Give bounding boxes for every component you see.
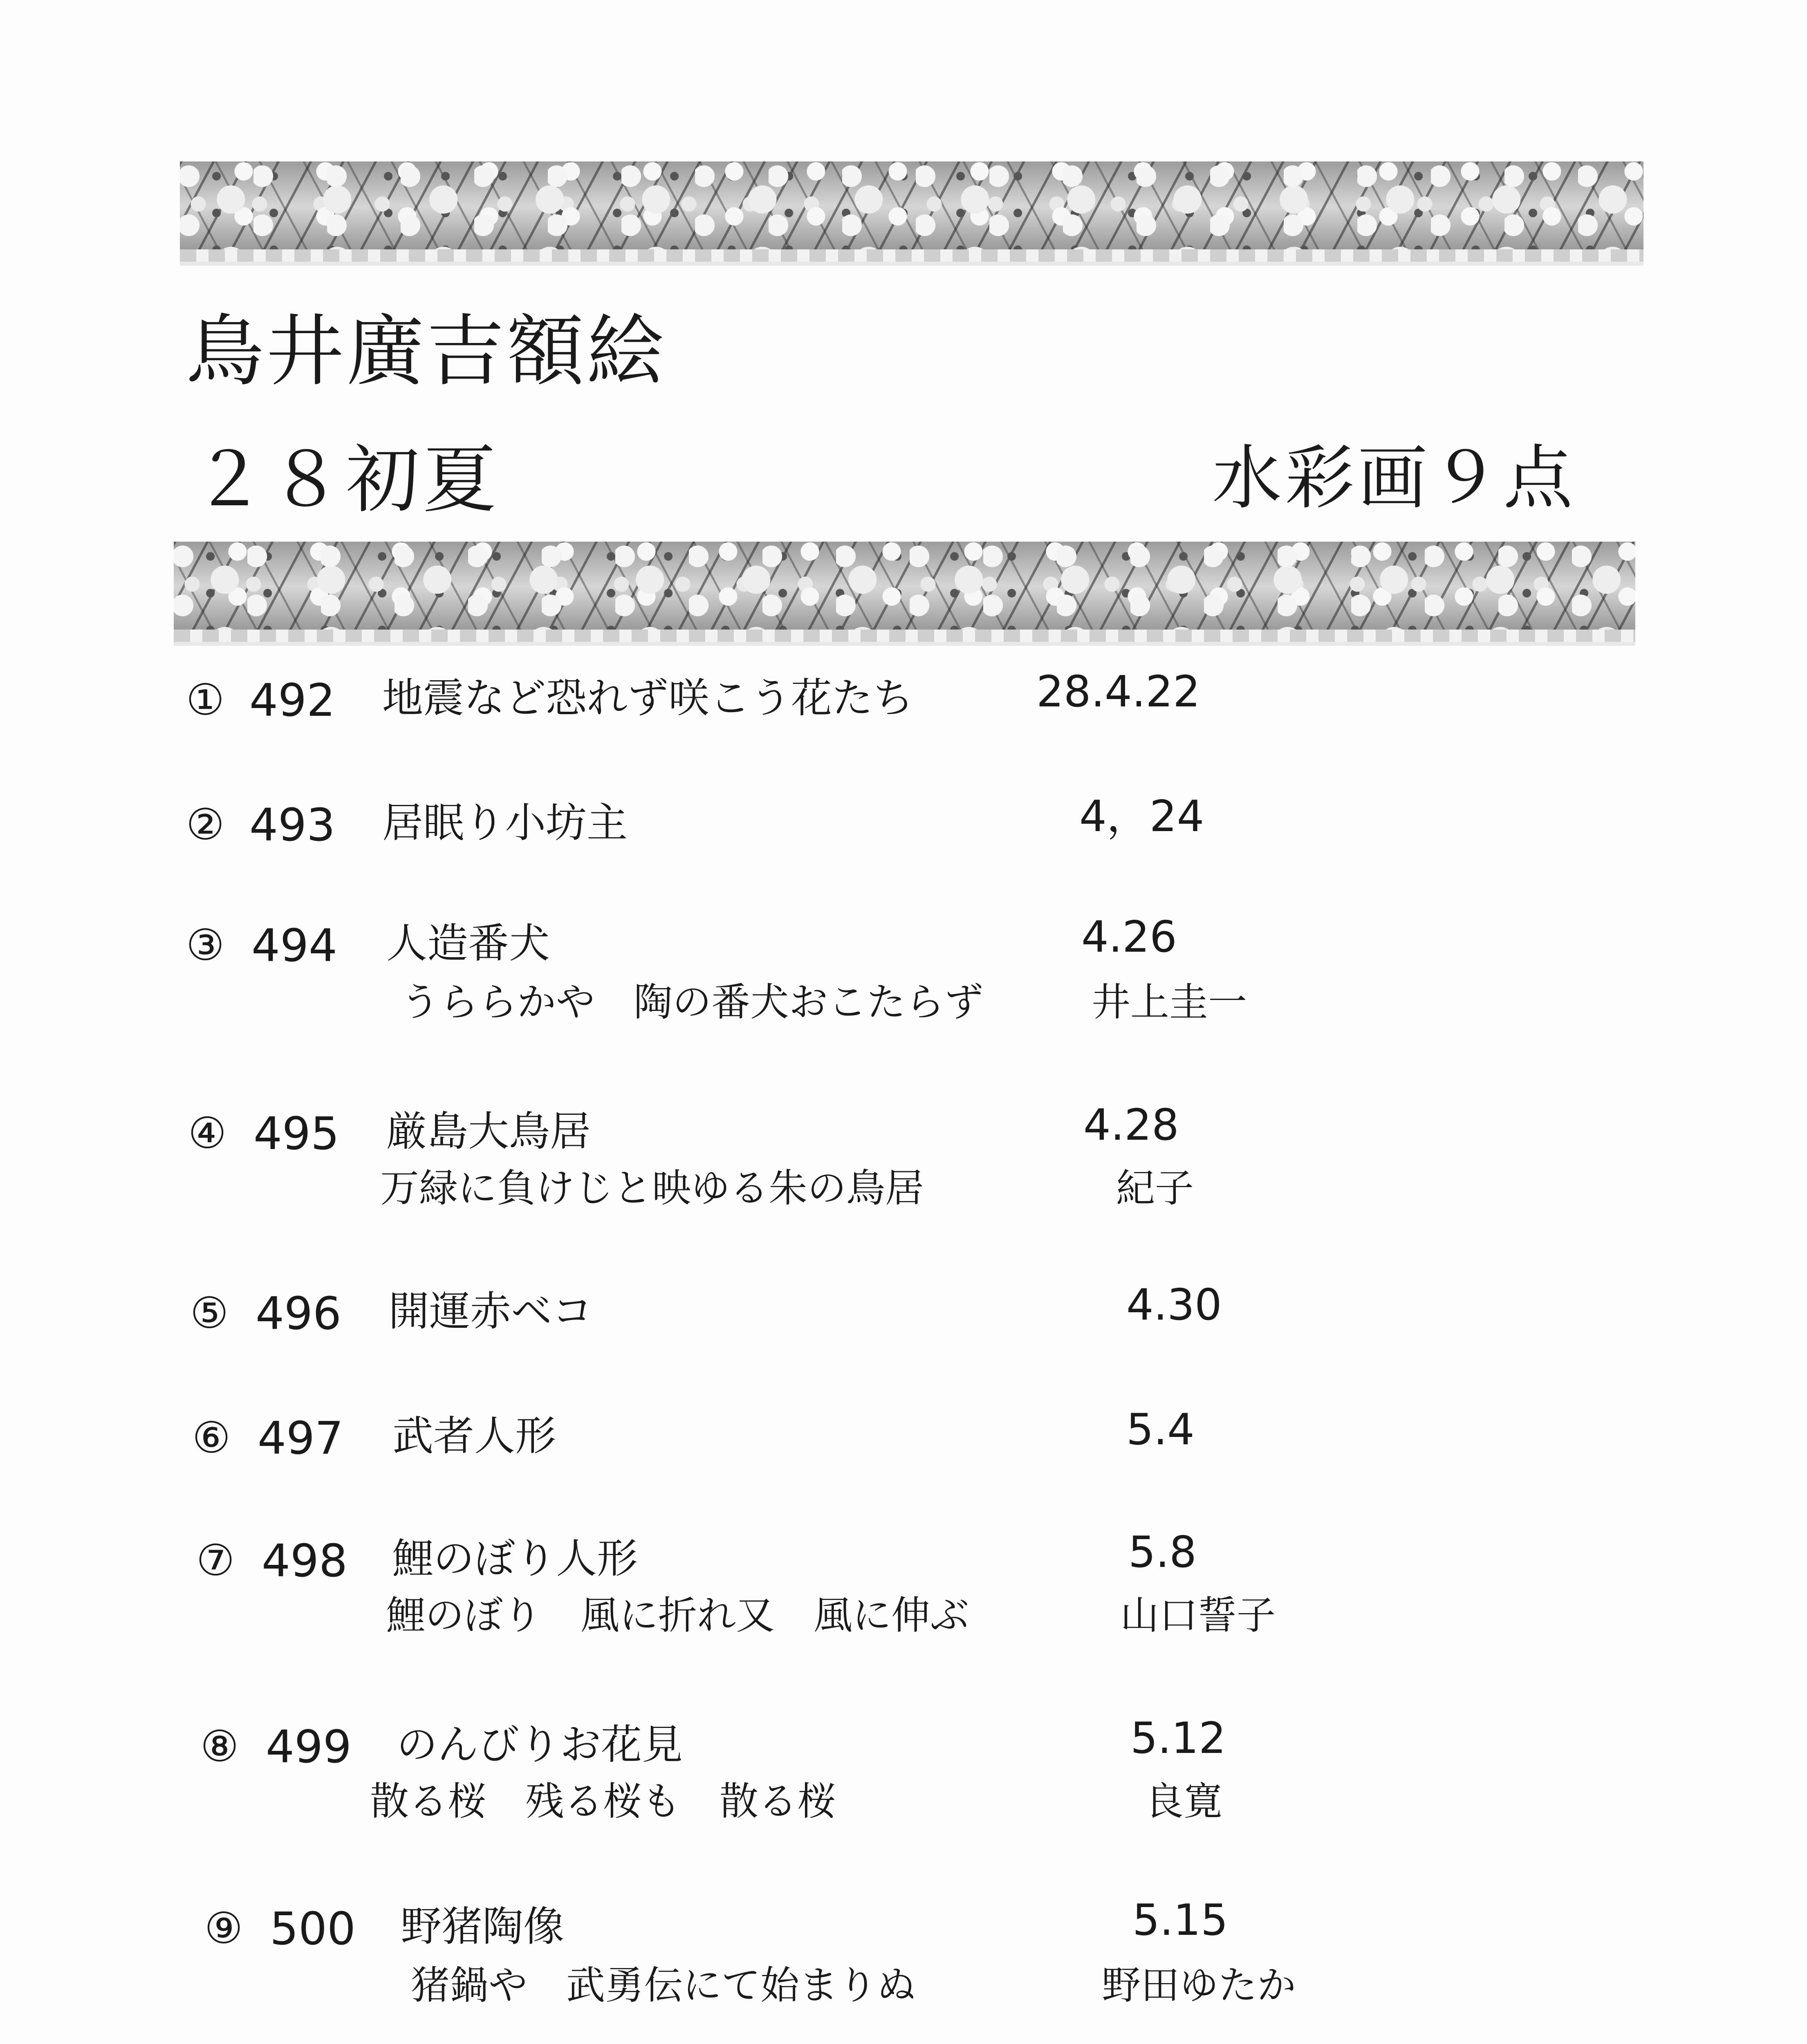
entry-haiku: 猪鍋や 武勇伝にて始まりぬ	[411, 1963, 916, 2008]
entry-haiku: うららかや 陶の番犬おこたらず	[401, 980, 984, 1025]
entry-date: 4.26	[1081, 912, 1177, 962]
entry-title: 人造番犬	[386, 919, 550, 967]
entry-haiku-author: 野田ゆたか	[1102, 1963, 1296, 2008]
entry-marker: ⑧	[200, 1721, 239, 1771]
entry-haiku-author: 良寛	[1145, 1779, 1223, 1824]
entry-date: 4.28	[1083, 1100, 1179, 1150]
entry-haiku-author: 井上圭一	[1092, 980, 1247, 1025]
entry-title: 武者人形	[392, 1412, 556, 1460]
entry-marker: ③	[186, 920, 225, 970]
painting-count: 水彩画９点	[1212, 438, 1576, 519]
entry-marker: ⑤	[190, 1288, 229, 1338]
entry-haiku: 散る桜 残る桜も 散る桜	[370, 1779, 836, 1824]
entry-haiku: 鯉のぼり 風に折れ又 風に伸ぶ	[386, 1593, 969, 1638]
entry-number: 500	[270, 1903, 356, 1955]
entry-date: 5.4	[1126, 1405, 1195, 1455]
entry-number: 492	[249, 674, 335, 726]
entry-title: 厳島大鳥居	[386, 1107, 591, 1155]
entry-number: 498	[262, 1535, 348, 1587]
entry-date: 5.15	[1132, 1895, 1228, 1945]
entry-haiku: 万緑に負けじと映ゆる朱の鳥居	[380, 1166, 924, 1211]
entry-marker: ⑦	[196, 1535, 235, 1585]
entry-marker: ⑥	[192, 1413, 231, 1463]
entry-marker: ④	[188, 1108, 227, 1158]
entry-date: 4.30	[1126, 1280, 1222, 1330]
entry-title: 地震など恐れず咲こう花たち	[382, 674, 914, 722]
entry-number: 497	[258, 1412, 343, 1464]
entry-number: 494	[251, 919, 337, 972]
entry-title: 野猪陶像	[401, 1903, 564, 1950]
entry-marker: ①	[186, 675, 225, 725]
entry-number: 499	[266, 1721, 352, 1773]
entry-date: 5.8	[1128, 1527, 1197, 1577]
entry-number: 495	[253, 1107, 339, 1160]
entry-title: 居眠り小坊主	[382, 799, 628, 847]
entry-number: 493	[249, 799, 335, 851]
entry-date: 28.4.22	[1036, 667, 1200, 717]
entry-marker: ②	[186, 800, 225, 849]
cherry-blossom-banner-middle	[174, 542, 1635, 646]
document-subtitle: ２８初夏	[192, 437, 500, 523]
entry-marker: ⑨	[204, 1903, 243, 1953]
entry-haiku-author: 山口誓子	[1120, 1593, 1276, 1638]
entry-title: 開運赤ベコ	[388, 1287, 593, 1335]
entry-title: 鯉のぼり人形	[392, 1535, 638, 1582]
entry-title: のんびりお花見	[397, 1721, 683, 1768]
entry-number: 496	[256, 1287, 341, 1340]
entry-haiku-author: 紀子	[1116, 1166, 1194, 1211]
document-title: 鳥井廣吉額絵	[186, 306, 667, 397]
entry-date: 4，24	[1079, 791, 1204, 841]
entry-date: 5.12	[1130, 1713, 1226, 1763]
cherry-blossom-banner-top	[180, 161, 1643, 266]
